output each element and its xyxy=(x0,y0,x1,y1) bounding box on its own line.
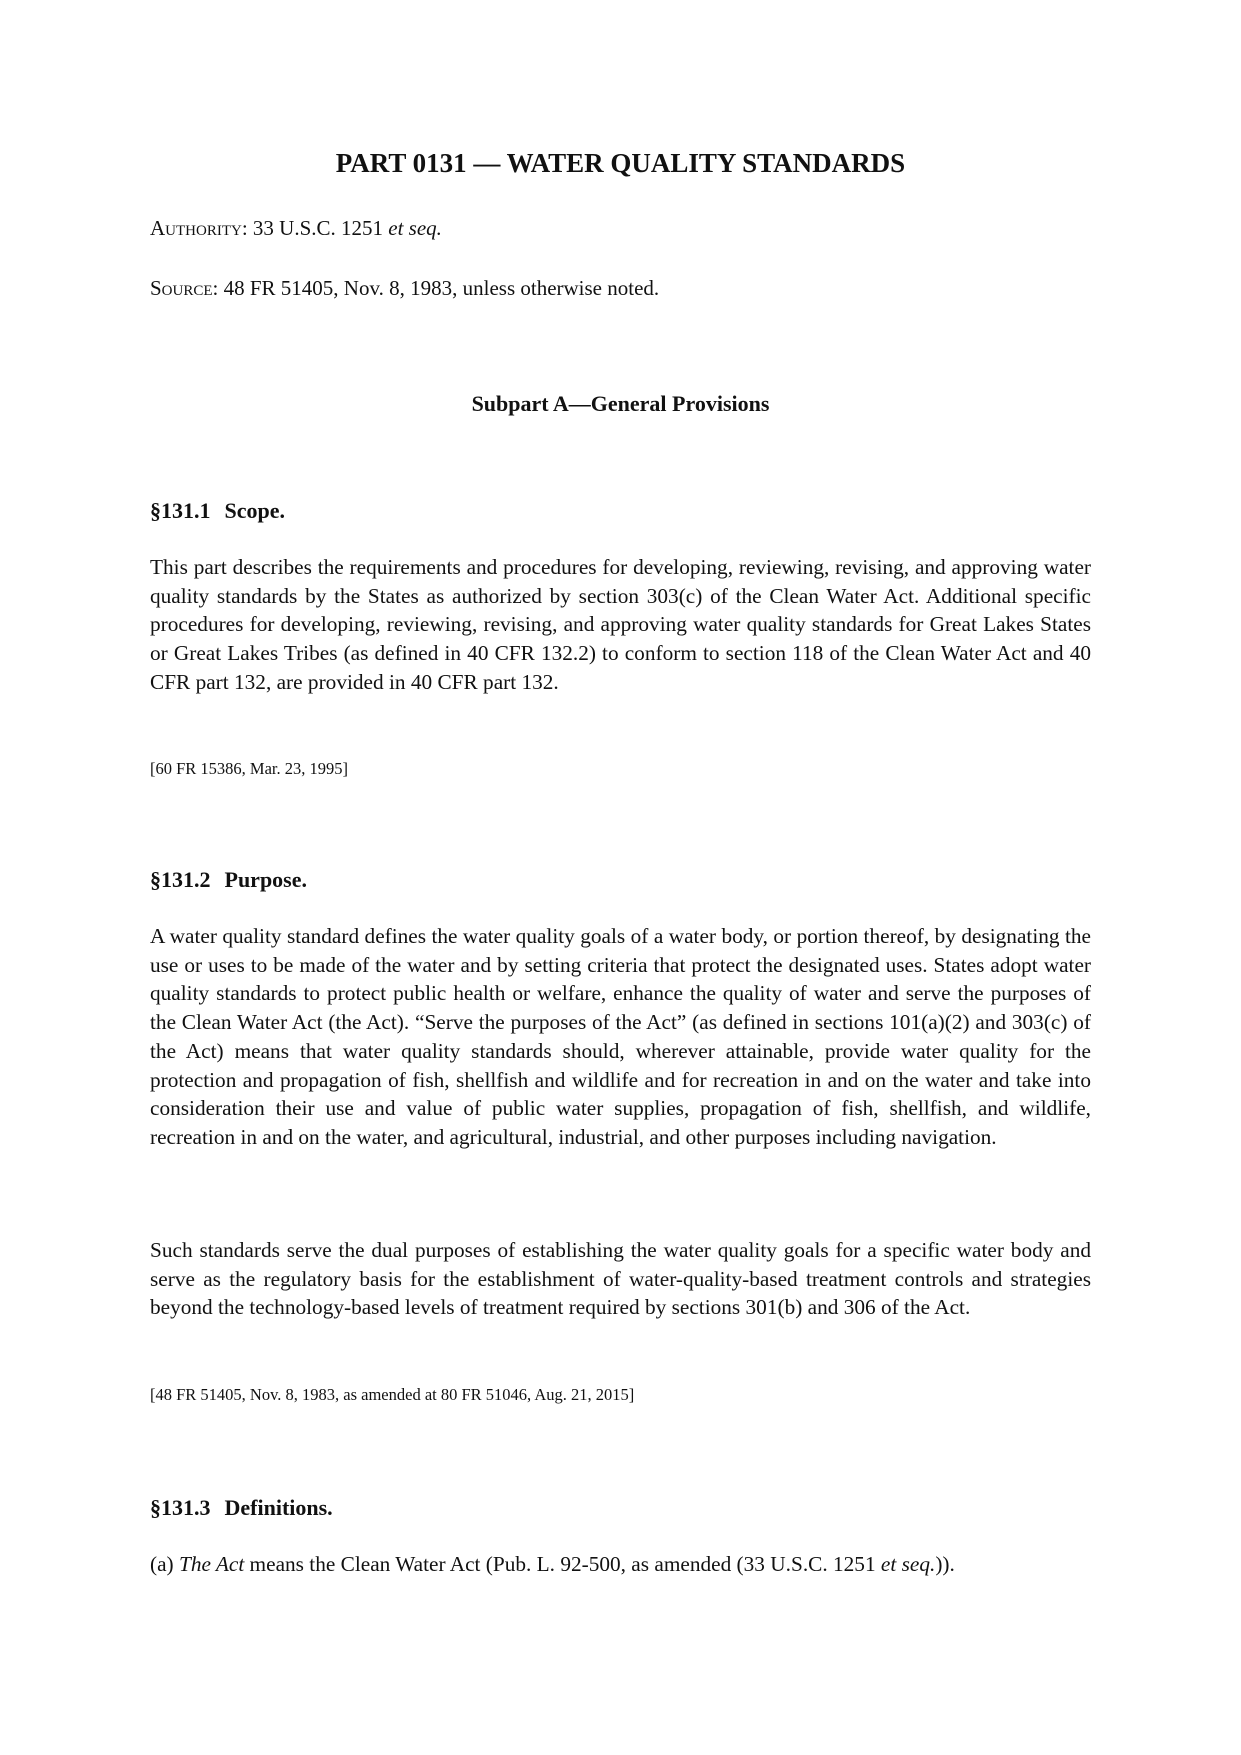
subpart-title: Subpart A—General Provisions xyxy=(471,391,770,416)
part-title: PART 0131 — WATER QUALITY STANDARDS xyxy=(335,148,906,178)
document-page xyxy=(150,0,1091,1755)
authority-et-seq: et seq. xyxy=(388,216,442,240)
definition-a-paragraph xyxy=(150,1550,1091,1579)
source-line: Source: 48 FR 51405, Nov. 8, 1983, unless otherwise noted. xyxy=(150,276,660,300)
section-heading-131-2 xyxy=(150,866,307,894)
definition-a-term: The Act xyxy=(178,1552,245,1576)
section-number: §131.3 xyxy=(150,1495,211,1520)
section-number: §131.1 xyxy=(150,498,211,523)
section-heading-131-1 xyxy=(150,497,285,525)
section-131-1-paragraph: This part describes the requirements and procedures for developing, reviewing, revising, and approving water quality standards by the States as authorized by section 303(c) of the Clean Water Act. Additional specific procedures for developing, reviewing, revising, and approving water quality standards for Great Lakes States or Great Lakes Tribes (as defined in 40 CFR 132.2) to conform to section 118 of the Clean Water Act and 40 CFR part 132, are provided in 40 CFR part 132. xyxy=(150,555,1091,694)
section-title: Purpose. xyxy=(224,867,307,892)
section-131-2-paragraph-2: Such standards serve the dual purposes of establishing the water quality goals for a specific water body and serve as the regulatory basis for the establishment of water-quality-based treatment controls and strategies beyond the technology-based levels of treatment required by sections 301(b) and 306 of the Act. xyxy=(150,1238,1091,1320)
definition-a-prefix: (a) xyxy=(150,1552,179,1576)
section-number: §131.2 xyxy=(150,867,211,892)
source-label: Source xyxy=(150,276,213,300)
definition-a-text: means the Clean Water Act (Pub. L. 92-500, as amended (33 U.S.C. 1251 xyxy=(244,1552,881,1576)
authority-citation: 33 U.S.C. 1251 xyxy=(252,216,389,240)
authority-line: Authority: 33 U.S.C. 1251 et seq. xyxy=(150,216,442,240)
section-131-2-citation: [48 FR 51405, Nov. 8, 1983, as amended at 80 FR 51046, Aug. 21, 2015] xyxy=(150,1385,635,1404)
source-citation: 48 FR 51405, Nov. 8, 1983, unless otherwise noted. xyxy=(223,276,660,300)
authority-label: Authority xyxy=(150,216,242,240)
section-title: Definitions. xyxy=(224,1495,333,1520)
definition-a-closing: )). xyxy=(935,1552,955,1576)
section-131-2-paragraph-1: A water quality standard defines the water quality goals of a water body, or portion thereof, by designating the use or uses to be made of the water and by setting criteria that protect the designated uses. States adopt water quality standards to protect public health or welfare, enhance the quality of water and serve the purposes of the Clean Water Act (the Act). “Serve the purposes of the Act” (as defined in sections 101(a)(2) and 303(c) of the Act) means that water quality standards should, wherever attainable, provide water quality for the protection and propagation of fish, shellfish and wildlife and for recreation in and on the water and take into consideration their use and value of public water supplies, propagation of fish, shellfish, and wildlife, recreation in and on the water, and agricultural, industrial, and other purposes including navigation. xyxy=(150,924,1091,1149)
section-title: Scope. xyxy=(224,498,285,523)
definition-a-et-seq: et seq. xyxy=(880,1552,936,1576)
section-heading-131-3 xyxy=(150,1494,333,1522)
section-131-1-citation: [60 FR 15386, Mar. 23, 1995] xyxy=(150,759,348,778)
